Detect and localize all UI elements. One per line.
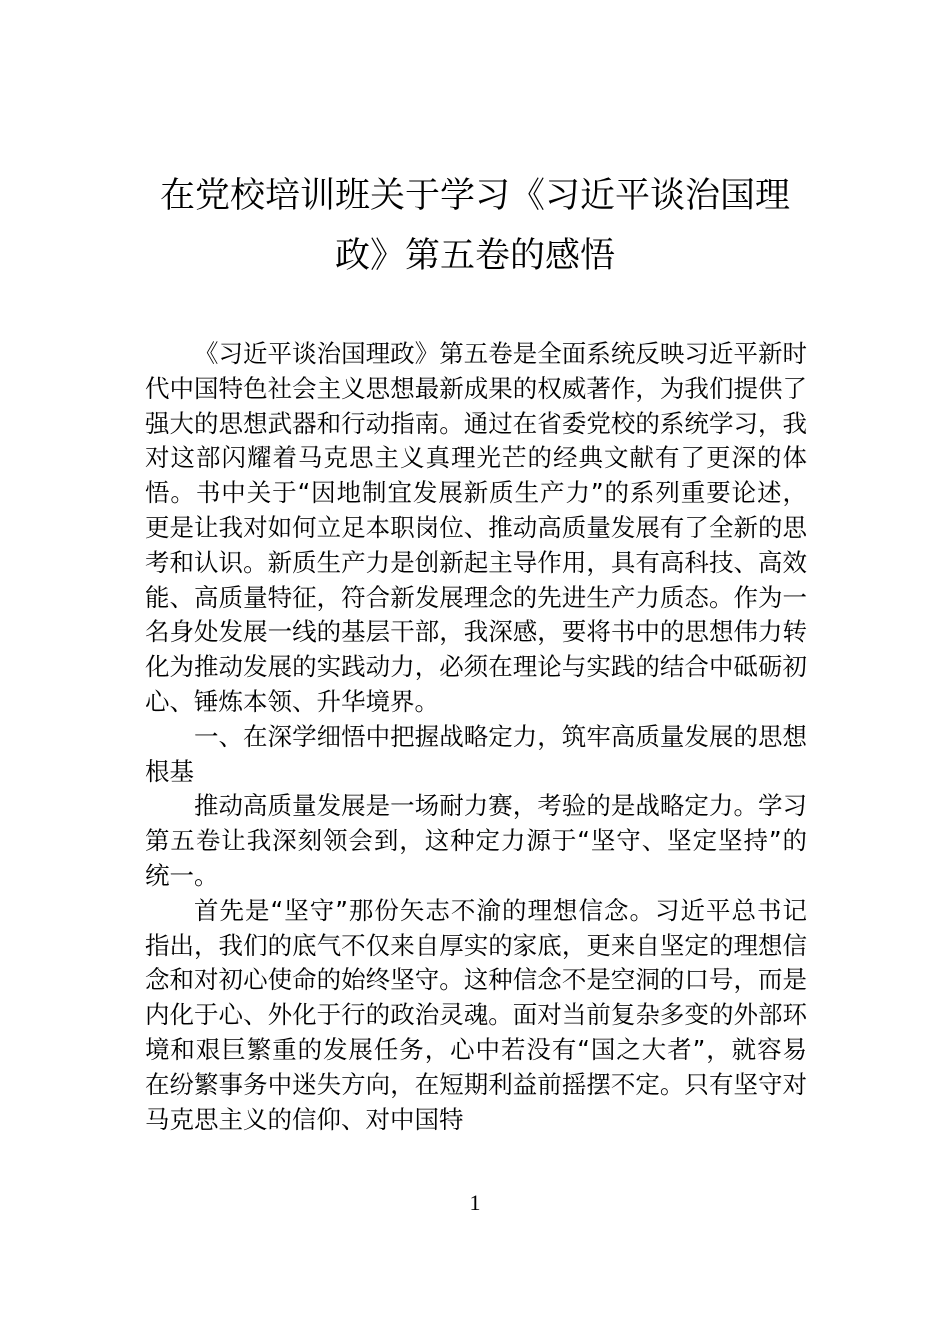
body-paragraph-2: 推动高质量发展是一场耐力赛，考验的是战略定力。学习第五卷让我深刻领会到，这种定力源于“坚守、坚定坚持”的统一。 <box>145 791 807 890</box>
intro-paragraph: 《习近平谈治国理政》第五卷是全面系统反映习近平新时代中国特色社会主义思想最新成果的权威著作，为我们提供了强大的思想武器和行动指南。通过在省委党校的系统学习，我对这部闪耀着马克思主义真理光芒的经典文献有了更深的体悟。书中关于“因地制宜发展新质生产力”的系列重要论述，更是让我对如何立足本职岗位、推动高质量发展有了全新的思考和认识。新质生产力是创新起主导作用，具有高科技、高效能、高质量特征，符合新发展理念的先进生产力质态。作为一名身处发展一线的基层干部，我深感，要将书中的思想伟力转化为推动发展的实践动力，必须在理论与实践的结合中砥砺初心、锤炼本领、升华境界。 <box>145 339 807 716</box>
body-paragraph-3: 首先是“坚守”那份矢志不渝的理想信念。习近平总书记指出，我们的底气不仅来自厚实的家底，更来自坚定的理想信念和对初心使命的始终坚守。这种信念不是空洞的口号，而是内化于心、外化于行的政治灵魂。面对当前复杂多变的外部环境和艰巨繁重的发展任务，心中若没有“国之大者”，就容易在纷繁事务中迷失方向，在短期利益前摇摆不定。只有坚守对马克思主义的信仰、对中国特 <box>145 895 807 1134</box>
document-body <box>145 337 807 1137</box>
section-heading-1: 一、在深学细悟中把握战略定力，筑牢高质量发展的思想根基 <box>145 721 807 786</box>
page-number: 1 <box>469 1190 481 1215</box>
document-title: 在党校培训班关于学习《习近平谈治国理政》第五卷的感悟 <box>159 176 790 276</box>
